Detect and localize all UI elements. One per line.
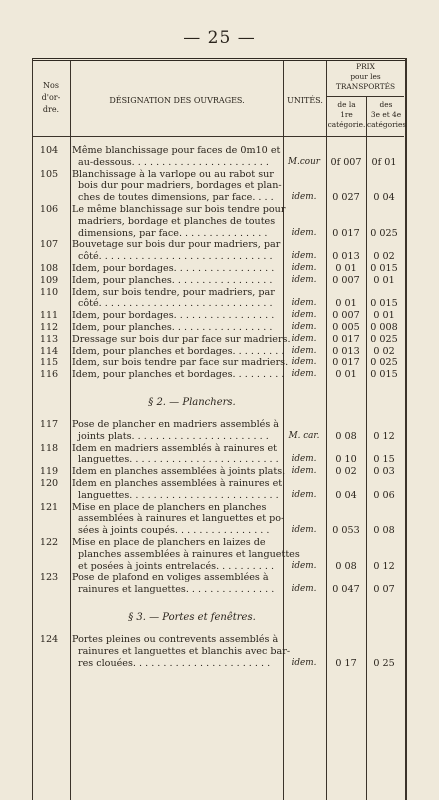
row-price-cat1: 0 08 [335, 430, 357, 442]
row-price-cat1: 0 10 [335, 454, 357, 466]
row-designation-line: rainures et languettes. . . . . . . . . . . . . . . [78, 584, 275, 596]
row-designation-line: Idem, sur bois tendre, pour madriers, par [72, 286, 275, 298]
row-designation-line: Blanchissage à la varlope ou au rabot sur [72, 168, 274, 180]
row-unit: idem. [291, 489, 317, 500]
row-unit: idem. [291, 369, 317, 380]
section-heading-portes: § 3. — Portes et fenêtres. [128, 612, 256, 623]
row-number: 116 [39, 369, 59, 381]
row-unit: idem. [291, 454, 317, 465]
row-number: 105 [39, 168, 59, 180]
row-unit: idem. [291, 466, 317, 477]
row-designation-line: ches de toutes dimensions, par face. . . . [78, 192, 274, 204]
row-price-cat1: 0 02 [335, 466, 357, 478]
row-number: 115 [39, 357, 59, 369]
row-number: 121 [39, 501, 59, 513]
table-row [32, 310, 404, 322]
row-number: 106 [39, 204, 59, 215]
row-price-cat2: 0 01 [373, 274, 395, 286]
row-designation-line: et posées à joints entrelacés. . . . . . . . . . [78, 560, 275, 572]
row-price-cat1: 0 013 [332, 345, 360, 357]
row-number: 120 [39, 478, 59, 489]
row-unit: M.cour [288, 156, 320, 167]
row-price-cat1: 0 17 [335, 657, 357, 669]
table-row [32, 275, 404, 287]
row-designation-line: Pose de plancher en madriers assemblés à [72, 419, 280, 430]
row-price-cat2: 0 15 [373, 454, 395, 466]
row-number: 108 [39, 263, 59, 274]
row-price-cat1: 0 017 [332, 333, 360, 345]
row-unit: idem. [291, 227, 317, 238]
row-designation-line: assemblées à rainures et languettes et po- [78, 513, 285, 525]
row-designation-line: Idem en planches assemblées à joints plats. [72, 466, 286, 478]
row-price-cat1: 0 005 [332, 322, 360, 333]
row-price-cat2: 0 04 [373, 192, 395, 204]
row-number: 114 [39, 345, 59, 357]
row-price-cat1: 0 013 [332, 251, 360, 263]
header-number: Nos d'or- dre. [41, 81, 61, 114]
row-designation-line: planches assemblées à rainures et languettes [78, 548, 300, 560]
row-designation-line: Le même blanchissage sur bois tendre pour [72, 204, 286, 215]
row-designation-line: Idem, pour bordages. . . . . . . . . . . . . . . . . [72, 310, 275, 322]
row-price-cat2: 0 25 [373, 657, 395, 669]
table-row [32, 443, 404, 467]
row-price-cat2: 0 12 [373, 430, 395, 442]
row-price-cat2: 0 015 [370, 298, 398, 310]
row-unit: idem. [291, 274, 317, 285]
row-unit: idem. [291, 310, 317, 321]
row-price-cat1: 0 017 [332, 357, 360, 369]
row-number: 123 [39, 572, 59, 584]
row-price-cat2: 0 08 [373, 525, 395, 537]
header-category-1: de la 1re catégorie. [327, 100, 366, 129]
row-price-cat1: 0 01 [335, 263, 357, 274]
row-designation-line: côté. . . . . . . . . . . . . . . . . . . . . . . . . . . . . [78, 251, 273, 263]
row-number: 118 [39, 442, 59, 454]
row-price-cat2: 0 015 [370, 263, 398, 274]
page-number: — 25 — [183, 28, 256, 48]
row-unit: idem. [291, 657, 317, 668]
row-price-cat2: 0 02 [373, 251, 395, 263]
row-price-cat2: 0 02 [373, 345, 395, 357]
table-row [32, 572, 404, 596]
row-price-cat1: 0 04 [335, 489, 357, 501]
row-designation-line: sées à joints coupés. . . . . . . . . . . . . . . . [78, 525, 270, 537]
row-price-cat1: 0 007 [332, 310, 360, 322]
row-unit: idem. [291, 584, 317, 595]
row-price-cat2: 0 008 [370, 322, 398, 333]
header-category-2: des 3e et 4e catégories [367, 100, 407, 129]
row-designation-line: rainures et languettes et blanchis avec bar- [78, 645, 291, 657]
row-designation-line: Pose de plafond en voliges assemblées à [72, 572, 269, 584]
header-designation: DÉSIGNATION DES OUVRAGES. [109, 96, 245, 105]
table-row [32, 537, 404, 572]
row-unit: idem. [291, 298, 317, 309]
row-designation-line: Mise en place de planchers en planches [72, 501, 267, 513]
table-row [32, 346, 404, 358]
row-designation-line: Idem, pour planches et bordages. . . . . . . . . [72, 369, 285, 381]
row-designation-line: Bouvetage sur bois dur pour madriers, par [72, 239, 281, 251]
row-designation-line: Idem, pour planches. . . . . . . . . . . . . . . . . [72, 322, 273, 333]
row-price-cat2: 0f 01 [371, 156, 397, 168]
row-unit: idem. [291, 192, 317, 203]
row-price-cat1: 0 01 [335, 298, 357, 310]
row-unit: idem. [291, 357, 317, 368]
row-unit: M. car. [288, 430, 320, 441]
row-designation-line: Même blanchissage pour faces de 0m10 et [72, 145, 281, 156]
table-row [32, 239, 404, 263]
table-row [32, 478, 404, 502]
row-designation-line: Idem, pour bordages. . . . . . . . . . . . . . . . . [72, 263, 275, 274]
row-number: 113 [39, 333, 59, 345]
row-designation-line: Idem, sur bois tendre par face sur madriers. [72, 357, 289, 369]
header-bottom-rule [32, 136, 404, 137]
row-unit: idem. [291, 560, 317, 571]
row-number: 110 [39, 286, 59, 298]
row-price-cat2: 0 03 [373, 466, 395, 478]
row-price-cat1: 0 017 [332, 227, 360, 239]
table-row [32, 145, 404, 169]
row-designation-line: Idem, pour planches et bordages. . . . . . . . . [72, 345, 285, 357]
row-designation-line: Idem en planches assemblées à rainures et [72, 478, 283, 489]
table-row [32, 357, 404, 369]
row-unit: idem. [291, 263, 317, 273]
row-price-cat2: 0 07 [373, 584, 395, 596]
row-number: 107 [39, 239, 59, 251]
table-row [32, 322, 404, 334]
row-price-cat1: 0f 007 [330, 156, 362, 168]
table-row [32, 466, 404, 478]
row-designation-line: languettes. . . . . . . . . . . . . . . . . . . . . . . . . [78, 454, 279, 466]
section-heading-planchers: § 2. — Planchers. [148, 397, 236, 408]
row-number: 122 [39, 537, 59, 548]
row-price-cat1: 0 027 [332, 192, 360, 204]
row-price-cat1: 0 08 [335, 560, 357, 572]
row-number: 124 [39, 634, 59, 645]
row-price-cat2: 0 025 [370, 357, 398, 369]
row-price-cat1: 0 01 [335, 369, 357, 381]
row-price-cat1: 0 047 [332, 584, 360, 596]
row-number: 117 [39, 419, 59, 430]
table-row [32, 419, 404, 443]
row-designation-line: madriers, bordage et planches de toutes [78, 215, 276, 227]
table-row [32, 334, 404, 346]
row-price-cat2: 0 06 [373, 489, 395, 501]
row-unit: idem. [291, 333, 317, 344]
row-designation-line: Idem en madriers assemblés à rainures et [72, 442, 277, 454]
table-row [32, 369, 404, 381]
row-price-cat1: 0 007 [332, 274, 360, 286]
row-price-cat2: 0 025 [370, 227, 398, 239]
table-row [32, 263, 404, 275]
table-row [32, 204, 404, 239]
table-row [32, 502, 404, 537]
row-unit: idem. [291, 251, 317, 262]
row-designation-line: Portes pleines ou contrevents assemblés à [72, 634, 279, 645]
row-number: 111 [39, 310, 59, 322]
row-designation-line: bois dur pour madriers, bordages et plan- [78, 180, 282, 192]
row-number: 112 [39, 322, 59, 333]
row-designation-line: Mise en place de planchers en laizes de [72, 537, 266, 548]
row-designation-line: Dressage sur bois dur par face sur madriers. [72, 333, 291, 345]
row-price-cat1: 0 053 [332, 525, 360, 537]
row-unit: idem. [291, 322, 317, 332]
row-designation-line: côté. . . . . . . . . . . . . . . . . . . . . . . . . . . . . [78, 298, 273, 310]
row-number: 104 [39, 145, 59, 156]
row-number: 119 [39, 466, 59, 478]
row-designation-line: languettes. . . . . . . . . . . . . . . . . . . . . . . . . [78, 489, 279, 501]
row-unit: idem. [291, 345, 317, 356]
row-designation-line: dimensions, par face. . . . . . . . . . . . . . . [78, 227, 268, 239]
row-designation-line: Idem, pour planches. . . . . . . . . . . . . . . . . [72, 274, 273, 286]
price-subheader-rule [326, 96, 404, 97]
table-row [32, 287, 404, 311]
row-price-cat2: 0 12 [373, 560, 395, 572]
row-designation-line: res clouées. . . . . . . . . . . . . . . . . . . . . . . [78, 657, 271, 669]
row-designation-line: au-dessous. . . . . . . . . . . . . . . . . . . . . . . [78, 156, 269, 168]
row-price-cat2: 0 015 [370, 369, 398, 381]
row-number: 109 [39, 274, 59, 286]
header-units: UNITÉS. [287, 96, 323, 105]
row-price-cat2: 0 01 [373, 310, 395, 322]
table-row [32, 169, 404, 204]
table-row [32, 634, 404, 669]
row-unit: idem. [291, 525, 317, 536]
header-price: PRIX pour les TRANSPORTÉS [335, 62, 396, 91]
row-price-cat2: 0 025 [370, 333, 398, 345]
row-designation-line: joints plats. . . . . . . . . . . . . . . . . . . . . . . [78, 430, 269, 442]
